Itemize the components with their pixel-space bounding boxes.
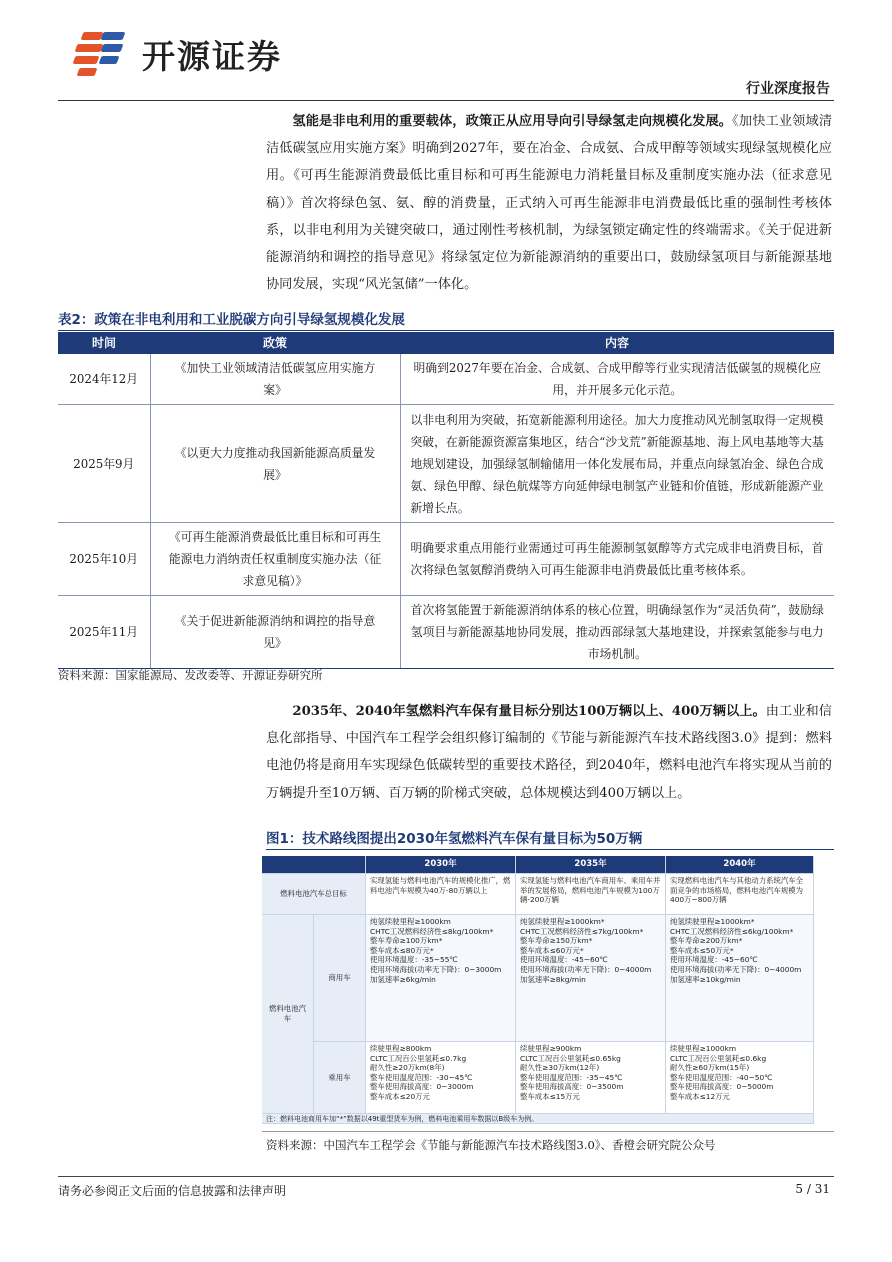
figure-header-blank xyxy=(262,856,366,874)
total-target-cell: 实现燃料电池汽车与其他动力系统汽车全面竞争的市场格局，燃料电池汽车规模为400万~800万辆 xyxy=(666,874,814,915)
paragraph-lead: 氢能是非电利用的重要载体，政策正从应用导向引导绿氢走向规模化发展。 xyxy=(292,114,733,129)
table-header-row xyxy=(58,332,834,354)
cell-time: 2024年12月 xyxy=(58,354,150,405)
commercial-vehicle-label: 商用车 xyxy=(314,915,366,1042)
figure-title-divider xyxy=(266,849,834,850)
table-source: 资料来源：国家能源局、发改委等、开源证券研究所 xyxy=(58,668,323,682)
figure-divider xyxy=(262,1131,834,1132)
cell-time: 2025年11月 xyxy=(58,596,150,669)
paragraph-lead: 2035年、2040年氢燃料汽车保有量目标分别达100万辆以上、400万辆以上。 xyxy=(292,704,766,719)
figure-year-header: 2035年 xyxy=(516,856,666,874)
cell-policy: 《加快工业领域清洁低碳氢应用实施方案》 xyxy=(150,354,400,405)
cell-policy: 《可再生能源消费最低比重目标和可再生能源电力消纳责任权重制度实施办法（征求意见稿）》 xyxy=(150,523,400,596)
paragraph-fuel-cell-targets xyxy=(266,698,832,807)
paragraph-body: 由工业和信息化部指导、中国汽车工程学会组织修订编制的《节能与新能源汽车技术路线图3.0》提到：燃料电池仍将是商用车实现绿色低碳转型的重要技术路径，到2040年，燃料电池汽车将实现从当前的万辆提升至10万辆、百万辆的阶梯式突破，总体规模达到400万辆以上。 xyxy=(266,704,832,801)
footer-divider xyxy=(58,1176,834,1177)
commercial-target-cell: 纯氢续驶里程≥1000km* CHTC工况燃料经济性≤6kg/100km* 整车寿命≥200万km* 整车成本≤50万元* 使用环境温度：-45~60℃ 使用环境海拔(功率无下降)：0~4000m 加氢速率≥10kg/min xyxy=(666,915,814,1042)
passenger-target-cell: 续驶里程≥800km CLTC工况百公里氢耗≤0.7kg 耐久性≥20万km(8年) 整车使用温度范围：-30~45℃ 整车使用海拔高度：0~3000m 整车成本≤20万元 xyxy=(366,1042,516,1114)
cell-content: 首次将氢能置于新能源消纳体系的核心位置，明确绿氢作为“灵活负荷”，鼓励绿氢项目与新能源基地协同发展，推动西部绿氢大基地建设，并探索氢能参与电力市场机制。 xyxy=(400,596,834,669)
table-row xyxy=(58,354,834,405)
figure-year-header: 2040年 xyxy=(666,856,814,874)
roadmap-figure xyxy=(262,856,814,1128)
cell-time: 2025年10月 xyxy=(58,523,150,596)
cell-content: 明确要求重点用能行业需通过可再生能源制氢氨醇等方式完成非电消费目标，首次将绿色氢氨醇消费纳入可再生能源非电消费最低比重考核体系。 xyxy=(400,523,834,596)
table-row xyxy=(58,523,834,596)
cell-content: 以非电利用为突破，拓宽新能源利用途径。加大力度推动风光制氢取得一定规模突破，在新能源资源富集地区，结合“沙戈荒”新能源基地、海上风电基地等大基地规划建设，加强绿氢制输储用一体化发展布局，并重点向绿氢冶金、绿色合成氨、绿色甲醇、绿色航煤等方向延伸绿电制氢产业链和价值链，形成新能源产业新增长点。 xyxy=(400,405,834,523)
header-time: 时间 xyxy=(58,332,150,354)
page-number: 5 / 31 xyxy=(795,1182,830,1196)
figure-note: 注：燃料电池商用车加“*”数据以49t重型货车为例，燃料电池乘用车数据以B级车为例。 xyxy=(262,1114,814,1124)
header-divider xyxy=(58,100,834,101)
paragraph-hydrogen-policy xyxy=(266,108,832,298)
cell-policy: 《关于促进新能源消纳和调控的指导意见》 xyxy=(150,596,400,669)
figure-title: 图1：技术路线图提出2030年氢燃料汽车保有量目标为50万辆 xyxy=(266,831,643,847)
figure-year-header: 2030年 xyxy=(366,856,516,874)
passenger-target-cell: 续驶里程≥1000km CLTC工况百公里氢耗≤0.6kg 耐久性≥60万km(15年) 整车使用温度范围：-40~50℃ 整车使用海拔高度：0~5000m 整车成本≤12万元 xyxy=(666,1042,814,1114)
brand-name: 开源证券 xyxy=(142,36,282,76)
table-title-divider xyxy=(58,330,834,331)
cell-content: 明确到2027年要在冶金、合成氨、合成甲醇等行业实现清洁低碳氢的规模化应用，并开展多元化示范。 xyxy=(400,354,834,405)
policy-table xyxy=(58,332,834,669)
paragraph-body: 《加快工业领域清洁低碳氢应用实施方案》明确到2027年，要在冶金、合成氨、合成甲醇等领域实现绿氢规模化应用。《可再生能源消费最低比重目标和可再生能源电力消耗量目标及重制度实施办法（征求意见稿）》首次将绿色氢、氨、醇的消费量，正式纳入可再生能源非电消费最低比重的强制性考核体系，以非电利用为关键突破口，通过刚性考核机制，为绿氢锁定确定性的终端需求。《关于促进新能源消纳和调控的指导意见》将绿氢定位为新能源消纳的重要出口，鼓励绿氢项目与新能源基地协同发展，实现“风光氢储”一体化。 xyxy=(266,114,833,293)
total-target-cell: 实现氢能与燃料电池汽车的规模化推广，燃料电池汽车规模为40万-80万辆以上 xyxy=(366,874,516,915)
passenger-vehicle-label: 乘用车 xyxy=(314,1042,366,1114)
header-policy: 政策 xyxy=(150,332,400,354)
logo-mark-icon xyxy=(72,28,130,80)
passenger-target-cell: 续驶里程≥900km CLTC工况百公里氢耗≤0.65kg 耐久性≥30万km(12年) 整车使用温度范围：-35~45℃ 整车使用海拔高度：0~3500m 整车成本≤15万元 xyxy=(516,1042,666,1114)
total-target-cell: 实现氢能与燃料电池汽车商用车、乘用车并举的发展格局，燃料电池汽车规模为100万辆-200万辆 xyxy=(516,874,666,915)
company-logo xyxy=(72,28,282,80)
table-row xyxy=(58,405,834,523)
fuel-cell-group-label: 燃料电池汽车 xyxy=(262,915,314,1114)
commercial-target-cell: 纯氢续驶里程≥1000km CHTC工况燃料经济性≤8kg/100km* 整车寿命≥100万km* 整车成本≤80万元* 使用环境温度：-35~55℃ 使用环境海拔(功率无下降)：0~3000m 加氢速率≥6kg/min xyxy=(366,915,516,1042)
footer-disclaimer: 请务必参阅正文后面的信息披露和法律声明 xyxy=(58,1184,287,1198)
cell-policy: 《以更大力度推动我国新能源高质量发展》 xyxy=(150,405,400,523)
table-row xyxy=(58,596,834,669)
total-target-label: 燃料电池汽车总目标 xyxy=(262,874,366,915)
commercial-target-cell: 纯氢续驶里程≥1000km* CHTC工况燃料经济性≤7kg/100km* 整车寿命≥150万km* 整车成本≤60万元* 使用环境温度：-45~60℃ 使用环境海拔(功率无下降)：0~4000m 加氢速率≥8kg/min xyxy=(516,915,666,1042)
figure-source: 资料来源：中国汽车工程学会《节能与新能源汽车技术路线图3.0》、香橙会研究院公众号 xyxy=(266,1138,716,1152)
table-title: 表2：政策在非电利用和工业脱碳方向引导绿氢规模化发展 xyxy=(58,312,405,328)
cell-time: 2025年9月 xyxy=(58,405,150,523)
header-content: 内容 xyxy=(400,332,834,354)
report-type: 行业深度报告 xyxy=(746,81,830,97)
